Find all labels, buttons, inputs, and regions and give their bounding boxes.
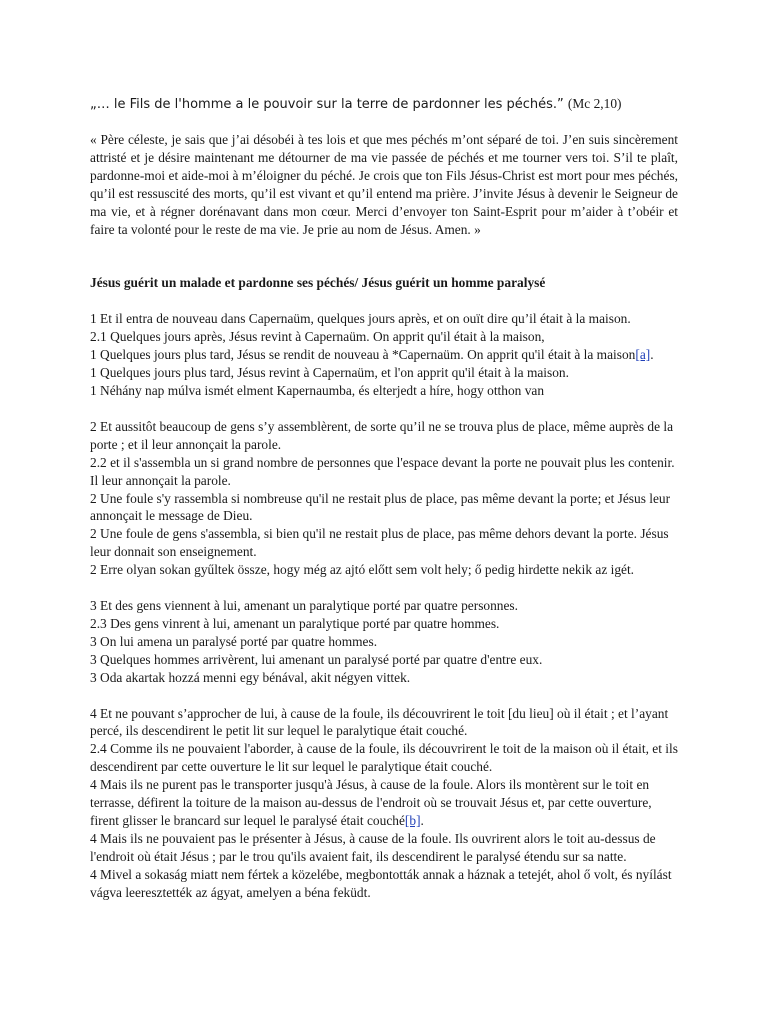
verse-group-2 bbox=[90, 418, 678, 579]
verse-text: 4 Mais ils ne purent pas le transporter jusqu'à Jésus, à cause de la foule. Alors ils montèrent sur le toit en terrasse, défirent la toiture de la maison au-dessus de l'endroit où se trouvait Jésus et, par cette ouverture, firent glisser le brancard sur lequel le paralysé était couché bbox=[90, 777, 652, 828]
verse-line: 4 Et ne pouvant s’approcher de lui, à cause de la foule, ils découvrirent le toit [du lieu] où il était ; et l’ayant percé, ils descendirent le petit lit sur lequel le paralytique était couché. bbox=[90, 705, 669, 739]
verse-group-3 bbox=[90, 597, 678, 687]
section-heading: Jésus guérit un malade et pardonne ses péchés/ Jésus guérit un homme paralysé bbox=[90, 275, 546, 291]
epigraph-quote bbox=[90, 95, 678, 113]
verse-group-4 bbox=[90, 705, 678, 902]
verse-line: 1 Quelques jours plus tard, Jésus revint à Capernaüm, et l'on apprit qu'il était à la maison. bbox=[90, 365, 569, 381]
verse-line: 2 Une foule de gens s'assembla, si bien qu'il ne restait plus de place, pas même dehors devant la porte. Jésus leur donnait son enseignement. bbox=[90, 526, 669, 560]
verse-line: 2.1 Quelques jours après, Jésus revint à Capernaüm. On apprit qu'il était à la maison, bbox=[90, 329, 545, 345]
verse-line: 1 Néhány nap múlva ismét elment Kapernaumba, és elterjedt a híre, hogy otthon van bbox=[90, 382, 545, 398]
quote-text: „… le Fils de l'homme a le pouvoir sur la terre de pardonner les péchés.” bbox=[90, 97, 564, 112]
verse-text: 1 Quelques jours plus tard, Jésus se rendit de nouveau à *Capernaüm. On apprit qu'il était à la maison bbox=[90, 347, 636, 363]
verse-end: . bbox=[420, 813, 424, 828]
verse-line: 2 Une foule s'y rassembla si nombreuse qu'il ne restait plus de place, pas même devant la porte; et Jésus leur annonçait le message de Dieu. bbox=[90, 490, 671, 524]
footnote-link-b[interactable]: [b] bbox=[404, 813, 421, 828]
verse-line: 2.4 Comme ils ne pouvaient l'aborder, à cause de la foule, ils découvrirent le toit de la maison où il était, et ils descendirent par cette ouverture le lit sur lequel le paralytique était couché. bbox=[90, 741, 678, 775]
verse-line: 4 Mivel a sokaság miatt nem fértek a közelébe, megbontották annak a háznak a tetejét, ahol ő volt, és nyílást vágva leeresztették az ágyat, amelyen a béna feküdt. bbox=[90, 866, 672, 900]
document-page bbox=[90, 95, 678, 920]
verse-end: . bbox=[650, 347, 654, 363]
quote-reference: (Mc 2,10) bbox=[567, 96, 622, 111]
verse-line: 2.2 et il s'assembla un si grand nombre de personnes que l'espace devant la porte ne pouvait plus les contenir. Il leur annonçait la parole. bbox=[90, 454, 675, 488]
verse-group-1 bbox=[90, 310, 678, 400]
verse-line bbox=[90, 346, 678, 364]
verse-line: 2 Erre olyan sokan gyűltek össze, hogy még az ajtó előtt sem volt hely; ő pedig hirdette nekik az igét. bbox=[90, 562, 635, 578]
verse-line: 3 Quelques hommes arrivèrent, lui amenant un paralysé porté par quatre d'entre eux. bbox=[90, 651, 543, 667]
verse-line: 2.3 Des gens vinrent à lui, amenant un paralytique porté par quatre hommes. bbox=[90, 615, 500, 631]
verse-line: 3 On lui amena un paralysé porté par quatre hommes. bbox=[90, 633, 378, 649]
verse-line: 3 Oda akartak hozzá menni egy bénával, akit négyen vittek. bbox=[90, 669, 411, 685]
verse-line bbox=[90, 776, 678, 830]
prayer-paragraph: « Père céleste, je sais que j’ai désobéi à tes lois et que mes péchés m’ont séparé de toi. J’en suis sincèrement attristé et je désire maintenant me détourner de ma vie passée de péchés et me tourner vers toi. S’il te plaît, pardonne-moi et aide-moi à m’éloigner du péché. Je crois que ton Fils Jésus-Christ est mort pour mes péchés, qu’il est ressuscité des morts, qu’il est vivant et qu’il entend ma prière. J’invite Jésus à devenir le Seigneur de ma vie, et à régner dorénavant dans mon cœur. Merci d’envoyer ton Saint-Esprit pour m’aider à t’obéir et faire ta volonté pour le reste de ma vie. Je prie au nom de Jésus. Amen. » bbox=[90, 132, 678, 237]
footnote-link-a[interactable]: [a] bbox=[635, 347, 651, 363]
verse-line: 3 Et des gens viennent à lui, amenant un paralytique porté par quatre personnes. bbox=[90, 598, 518, 614]
verse-line: 4 Mais ils ne pouvaient pas le présenter à Jésus, à cause de la foule. Ils ouvrirent alors le toit au-dessus de l'endroit où était Jésus ; par le trou qu'ils avaient fait, ils descendirent le paralysé étendu sur sa natte. bbox=[90, 830, 656, 864]
verse-line: 2 Et aussitôt beaucoup de gens s’y assemblèrent, de sorte qu’il ne se trouva plus de place, même auprès de la porte ; et il leur annonçait la parole. bbox=[90, 418, 674, 452]
verse-line: 1 Et il entra de nouveau dans Capernaüm, quelques jours après, et on ouït dire qu’il était à la maison. bbox=[90, 311, 631, 327]
